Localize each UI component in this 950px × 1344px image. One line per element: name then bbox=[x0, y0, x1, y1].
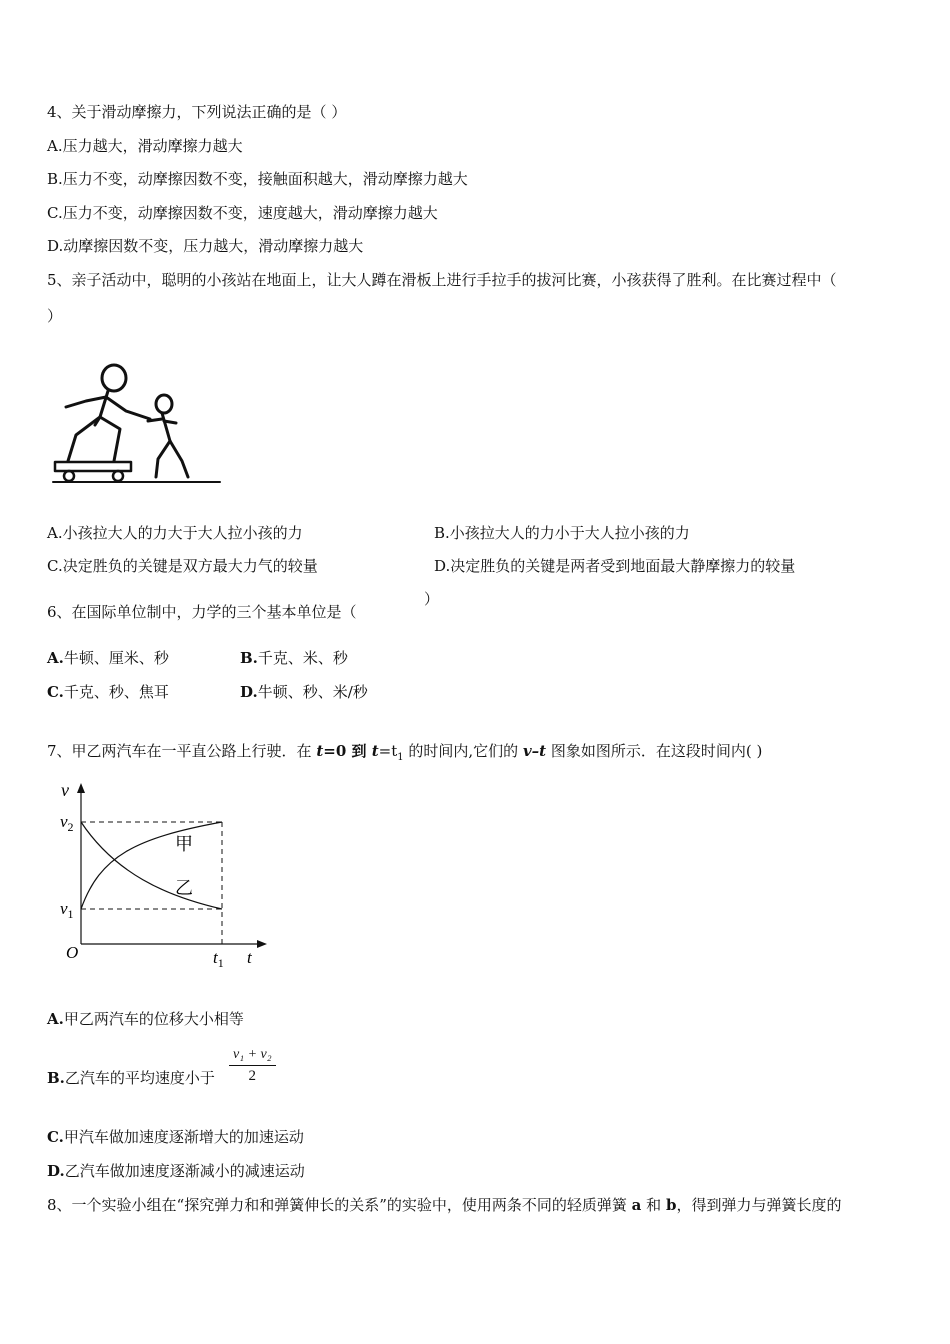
tug-of-war-figure bbox=[48, 355, 228, 490]
v1-label: $v_1$ bbox=[60, 899, 74, 921]
q6-option-b: B.千克、米、秒 bbox=[240, 649, 348, 667]
y-axis-label: v bbox=[61, 780, 69, 800]
q4-option-d: D.动摩擦因数不变，压力越大，滑动摩擦力越大 bbox=[47, 237, 364, 255]
q4-option-c: C.压力不变，动摩擦因数不变，速度越大，滑动摩擦力越大 bbox=[47, 204, 438, 222]
q7-option-b-fraction: $\frac{\text{v₁ + v₂}}{2}$ bbox=[229, 1046, 276, 1085]
v2-label: $v_2$ bbox=[60, 812, 74, 834]
q6-option-c: C.千克、秒、焦耳 bbox=[47, 683, 169, 701]
q7-option-c: C.甲汽车做加速度逐渐增大的加速运动 bbox=[47, 1128, 304, 1146]
q7-stem: 7、甲乙两汽车在一平直公路上行驶．在 t=0 到 $t=t_1$ 的时间内,它们的 v–t 图象如图所示．在这段时间内( ) bbox=[47, 742, 763, 763]
curve-jia-label: 甲 bbox=[175, 834, 193, 855]
vt-graph bbox=[55, 778, 270, 973]
t1-label: $t_1$ bbox=[213, 948, 224, 970]
curve-jia bbox=[81, 822, 222, 909]
q4-option-a: A.压力越大，滑动摩擦力越大 bbox=[47, 137, 243, 155]
q5-stem-close: ） bbox=[47, 307, 63, 325]
q7-option-a: A.甲乙两汽车的位移大小相等 bbox=[47, 1010, 244, 1028]
q7-option-d: D.乙汽车做加速度逐渐减小的减速运动 bbox=[47, 1162, 305, 1180]
x-axis-label: t bbox=[247, 948, 252, 967]
q5-stem: 5、亲子活动中，聪明的小孩站在地面上，让大人蹲在滑板上进行手拉手的拔河比赛，小孩获得了胜利。在比赛过程中（ bbox=[47, 271, 837, 289]
curve-yi bbox=[81, 822, 222, 909]
q7-option-b: B.乙汽车的平均速度小于 bbox=[47, 1069, 215, 1087]
q5-option-a: A.小孩拉大人的力大于大人拉小孩的力 bbox=[47, 524, 303, 542]
q5-option-d: D.决定胜负的关键是两者受到地面最大静摩擦力的较量 bbox=[434, 557, 796, 575]
q6-option-a: A.牛顿、厘米、秒 bbox=[47, 649, 169, 667]
q4-option-b: B.压力不变，动摩擦因数不变，接触面积越大，滑动摩擦力越大 bbox=[47, 170, 468, 188]
curve-yi-label: 乙 bbox=[175, 878, 193, 899]
q6-option-d: D.牛顿、秒、米/秒 bbox=[240, 683, 368, 701]
q6-close-paren: ） bbox=[424, 590, 440, 608]
origin-label: O bbox=[66, 943, 79, 962]
q5-option-c: C.决定胜负的关键是双方最大力气的较量 bbox=[47, 557, 318, 575]
q5-option-b: B.小孩拉大人的力小于大人拉小孩的力 bbox=[434, 524, 690, 542]
q8-stem: 8、一个实验小组在“探究弹力和和弹簧伸长的关系”的实验中，使用两条不同的轻质弹簧 a 和 b，得到弹力与弹簧长度的 bbox=[47, 1196, 842, 1214]
q6-stem: 6、在国际单位制中，力学的三个基本单位是（ bbox=[47, 603, 357, 621]
q4-stem: 4、关于滑动摩擦力，下列说法正确的是（ ） bbox=[47, 103, 347, 121]
